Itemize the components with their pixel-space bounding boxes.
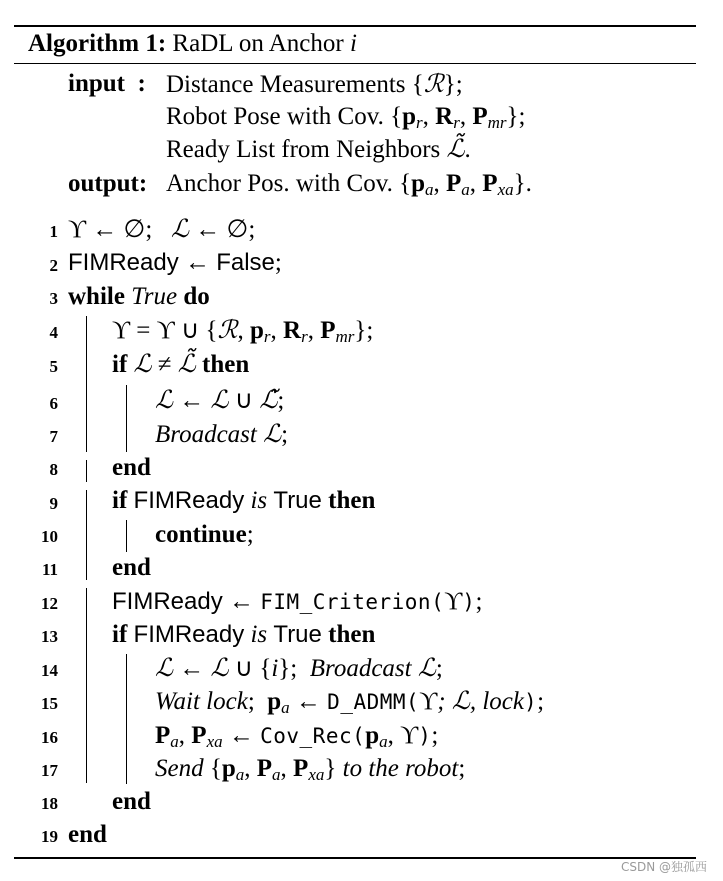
code-line-5: if ℒ ≠ ℒ̃ then xyxy=(112,351,250,378)
input-line-2: Robot Pose with Cov. {$p_r$, $R_r$, $P_{mr}$}; xyxy=(166,103,526,132)
line-number: 1 xyxy=(49,222,58,241)
code-line-6: ℒ ← ℒ ∪ ℒ̃; xyxy=(155,387,285,414)
input-line-1: Distance Measurements {ℛ}; xyxy=(166,69,463,98)
line-number: 12 xyxy=(41,594,58,613)
algorithm-caption: Algorithm 1: RaDL on Anchor i xyxy=(28,30,357,57)
code-line-2: FIMReady ← False; xyxy=(68,249,282,276)
code-line-17: Send {$p_a$, $P_a$, $P_{xa}$} to the robot; xyxy=(155,755,466,784)
code-line-12: FIMReady ← FIM_Criterion(ϒ); xyxy=(112,588,483,615)
line-number: 3 xyxy=(49,289,58,308)
input-line-3: Ready List from Neighbors ℒ̃. xyxy=(166,136,471,163)
if-scope-bar xyxy=(126,385,127,452)
caption-label: Algorithm 1: xyxy=(28,30,167,57)
code-line-9: if FIMReady is True then xyxy=(112,487,376,514)
input-label: input : xyxy=(68,70,146,97)
code-line-19: end xyxy=(68,821,107,848)
watermark: CSDN @独孤西 xyxy=(620,860,707,874)
code-line-14: ℒ ← ℒ ∪ {i}; Broadcast ℒ; xyxy=(155,655,443,682)
line-number: 2 xyxy=(49,256,58,275)
code-line-8: end xyxy=(112,454,151,481)
if-scope-bar xyxy=(126,654,127,784)
line-number: 6 xyxy=(49,394,58,413)
code-line-10: continue; xyxy=(155,521,254,548)
code-line-4: ϒ = ϒ ∪ {ℛ, $p_r$, $R_r$, $P_{mr}$}; xyxy=(112,317,374,346)
line-number: 16 xyxy=(41,728,58,747)
if-scope-bar xyxy=(126,520,127,552)
line-number: 8 xyxy=(49,460,58,479)
line-number: 11 xyxy=(41,560,58,579)
while-scope-bar xyxy=(86,316,87,452)
code-line-13: if FIMReady is True then xyxy=(112,621,376,648)
code-line-3: while True do xyxy=(68,283,210,310)
while-scope-bar xyxy=(86,490,87,580)
top-rule xyxy=(14,25,696,27)
code-line-1: ϒ ← ∅; ℒ ← ∅; xyxy=(68,216,256,243)
line-number: 18 xyxy=(41,794,58,813)
output-line: Anchor Pos. with Cov. {$p_a$, $P_a$, $P_{xa}$}. xyxy=(166,170,532,199)
code-line-18: end xyxy=(112,788,151,815)
code-line-11: end xyxy=(112,554,151,581)
line-number: 9 xyxy=(49,494,58,513)
line-number: 10 xyxy=(41,527,58,546)
code-line-15: Wait lock; $p_a$ ← D_ADMM(ϒ; ℒ, lock); xyxy=(155,688,545,717)
line-number: 5 xyxy=(49,357,58,376)
code-line-16: $P_a$, $P_{xa}$ ← $Cov\_Rec(p_a$, ϒ); xyxy=(155,722,439,751)
while-scope-bar xyxy=(86,588,87,783)
line-number: 14 xyxy=(41,661,58,680)
line-number: 15 xyxy=(41,694,58,713)
line-number: 17 xyxy=(41,761,58,780)
line-number: 19 xyxy=(41,827,58,846)
output-label: output: xyxy=(68,170,148,197)
caption-rule xyxy=(14,63,696,64)
while-scope-bar xyxy=(86,460,87,482)
line-number: 7 xyxy=(49,427,58,446)
line-number: 13 xyxy=(41,627,58,646)
line-number: 4 xyxy=(49,323,58,342)
bottom-rule xyxy=(14,857,696,859)
code-line-7: Broadcast ℒ; xyxy=(155,421,289,448)
